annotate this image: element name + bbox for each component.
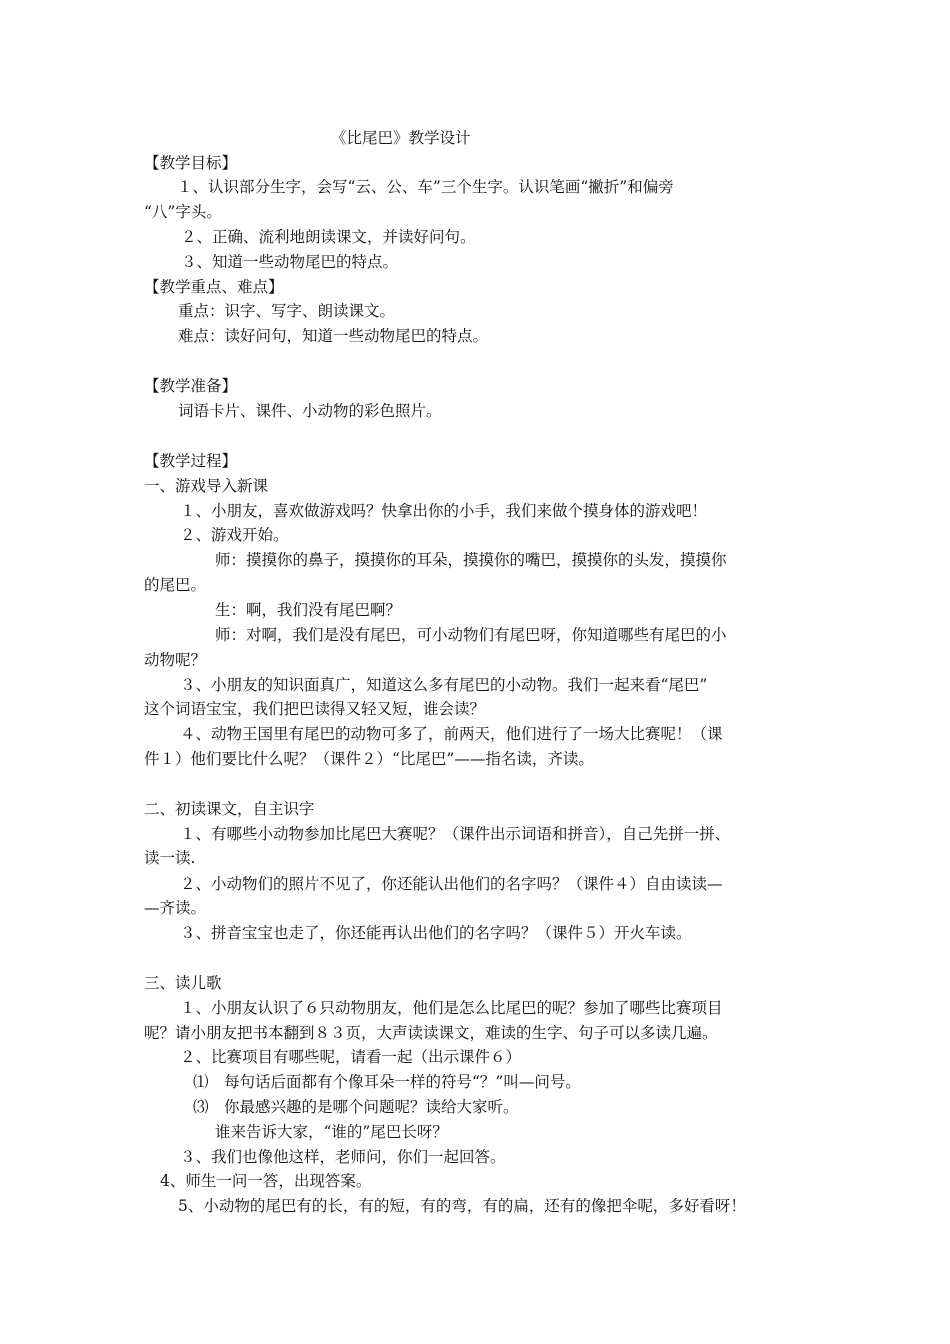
s3-l2: ２、比赛项目有哪些呢，请看一起（出示课件６） [180,1048,522,1066]
goals-heading: 【教学目标】 [144,154,238,172]
s1-l2: ２、游戏开始。 [180,526,289,544]
s2-l1b: 读一读. [144,849,196,867]
s1-l3a: 师：摸摸你的鼻子，摸摸你的耳朵，摸摸你的嘴巴，摸摸你的头发，摸摸你 [215,551,727,569]
s1-l6b: 这个词语宝宝，我们把巴读得又轻又短，谁会读？ [144,700,486,718]
s2-l2a: ２、小动物们的照片不见了，你还能认出他们的名字吗？（课件４）自由读读— [180,875,723,893]
key-difficulty: 难点：读好问句，知道一些动物尾巴的特点。 [178,327,489,345]
s2-l2b: —齐读。 [144,899,207,917]
prep-heading: 【教学准备】 [144,377,238,395]
s1-title: 一、游戏导入新课 [144,477,269,495]
s3-title: 三、读儿歌 [144,974,222,992]
s1-l6a: ３、小朋友的知识面真广，知道这么多有尾巴的小动物。我们一起来看“尾巴” [180,676,708,694]
goal-1a: １、认识部分生字，会写“云、公、车”三个生字。认识笔画“撇折”和偏旁 [177,178,674,196]
s3-l3: ⑴ 每句话后面都有个像耳朵一样的符号“？”叫—问号。 [193,1073,581,1091]
s3-l7: 4、师生一问一答，出现答案。 [160,1172,372,1190]
s1-l3b: 的尾巴。 [144,576,207,594]
s2-l1a: １、有哪些小动物参加比尾巴大赛呢？（课件出示词语和拼音），自己先拼一拼、 [180,825,731,843]
s1-l7a: ４、动物王国里有尾巴的动物可多了，前两天，他们进行了一场大比赛呢！（课 [180,725,723,743]
process-heading: 【教学过程】 [144,452,238,470]
s3-l5: 谁来告诉大家，“谁的”尾巴长呀？ [215,1123,448,1141]
key-focus: 重点：识字、写字、朗读课文。 [178,302,396,320]
s2-title: 二、初读课文，自主识字 [144,800,315,818]
prep-text: 词语卡片、课件、小动物的彩色照片。 [178,402,442,420]
s1-l5a: 师：对啊，我们是没有尾巴，可小动物们有尾巴呀，你知道哪些有尾巴的小 [215,626,727,644]
goal-3: ３、知道一些动物尾巴的特点。 [181,253,399,271]
s3-l1b: 呢？请小朋友把书本翻到８３页，大声读读课文，难读的生字、句子可以多读几遍。 [144,1024,718,1042]
s3-l1a: １、小朋友认识了６只动物朋友，他们是怎么比尾巴的呢？参加了哪些比赛项目 [180,999,723,1017]
goal-1b: “八”字头。 [144,203,222,221]
s2-l3: ３、拼音宝宝也走了，你还能再认出他们的名字吗？（课件５）开火车读。 [180,924,692,942]
s3-l6: ３、我们也像他这样，老师问，你们一起回答。 [180,1148,506,1166]
goal-2: ２、正确、流利地朗读课文，并读好问句。 [181,228,476,246]
s3-l8: 5、小动物的尾巴有的长，有的短，有的弯，有的扁，还有的像把伞呢，多好看呀！ [178,1197,746,1215]
s3-l4: ⑶ 你最感兴趣的是哪个问题呢？读给大家听。 [193,1098,519,1116]
s1-l4: 生：啊，我们没有尾巴啊？ [215,601,402,619]
page-title: 《比尾巴》教学设计 [331,129,471,147]
key-heading: 【教学重点、难点】 [144,278,284,296]
s1-l5b: 动物呢？ [144,651,207,669]
s1-l1: １、小朋友，喜欢做游戏吗？快拿出你的小手，我们来做个摸身体的游戏吧！ [180,502,708,520]
s1-l7b: 件１）他们要比什么呢？（课件２）“比尾巴”——指名读，齐读。 [144,750,594,768]
